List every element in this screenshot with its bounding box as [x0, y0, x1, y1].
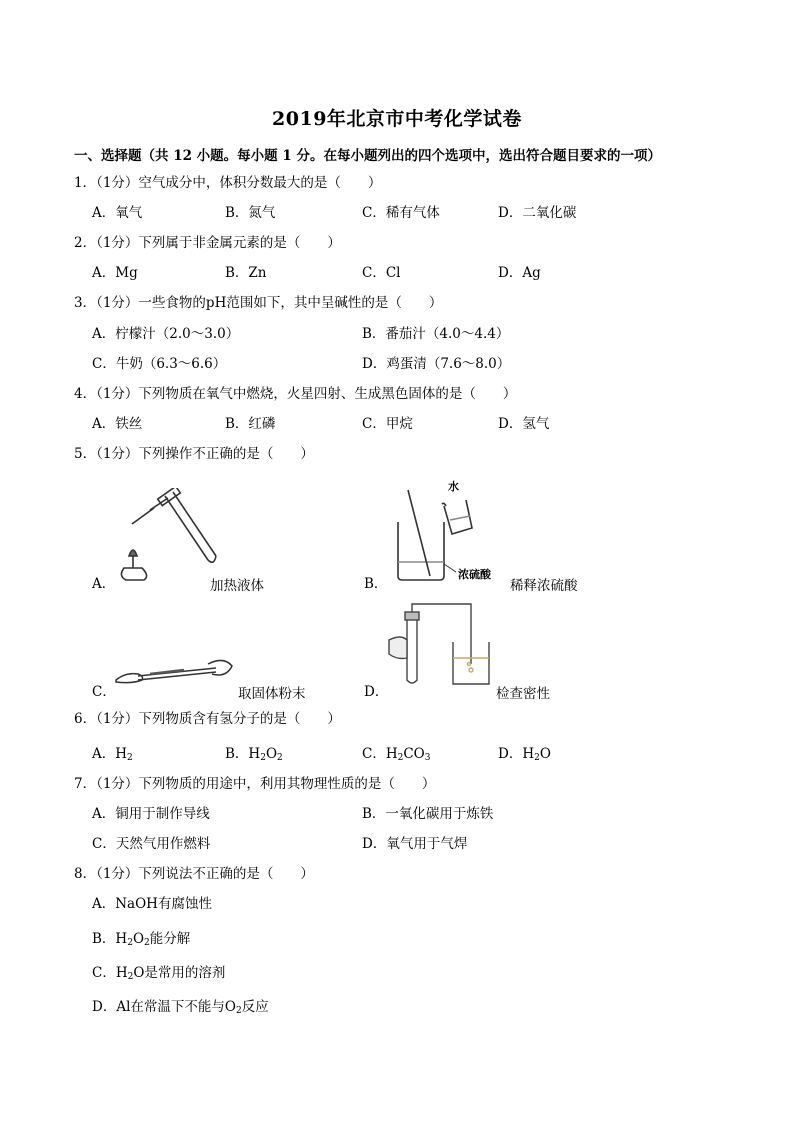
q2-option-d: D．Ag: [498, 265, 541, 281]
heating-liquid-illustration: [110, 488, 220, 583]
page-title: 2019年北京市中考化学试卷: [272, 108, 522, 130]
q5-caption-a: 加热液体: [210, 578, 264, 594]
q4-option-a: A．铁丝: [92, 416, 143, 432]
solid-powder-illustration: [112, 652, 237, 692]
q7-option-c: C．天然气用作燃料: [92, 836, 211, 852]
q2-option-a: A．Mg: [92, 265, 138, 281]
question-8-stem: 8．（1分）下列说法不正确的是（ ）: [74, 866, 314, 882]
water-label: 水: [448, 480, 459, 493]
q2-option-b: B．Zn: [225, 265, 267, 281]
q3-option-a: A．柠檬汁（2.0～3.0）: [92, 326, 240, 342]
question-6-stem: 6．（1分）下列物质含有氢分子的是（ ）: [74, 711, 341, 727]
q7-option-d: D．氧气用于气焊: [362, 836, 468, 852]
q7-option-b: B．一氧化碳用于炼铁: [362, 806, 494, 822]
q5-caption-d: 检查密性: [496, 686, 550, 702]
acid-label: 浓硫酸: [458, 568, 491, 581]
q4-option-b: B．红磷: [225, 416, 276, 432]
q8-option-d: D．Al在常温下不能与$O_2$反应: [92, 999, 269, 1016]
q6-option-a: A．$H_2$: [92, 746, 133, 763]
q3-option-c: C．牛奶（6.3～6.6）: [92, 356, 227, 372]
q1-option-b: B．氮气: [225, 205, 276, 221]
q5-caption-c: 取固体粉末: [238, 686, 306, 702]
q6-option-b: B．$H_2O_2$: [225, 746, 283, 763]
section-heading: 一、选择题（共 12 小题。每小题 1 分。在每小题列出的四个选项中，选出符合题目要求的一项）: [74, 148, 661, 164]
question-1-stem: 1．（1分）空气成分中，体积分数最大的是（ ）: [74, 175, 382, 191]
q1-option-a: A．氧气: [92, 205, 143, 221]
q3-option-b: B．番茄汁（4.0～4.4）: [362, 326, 510, 342]
q5-option-a: A．: [92, 576, 116, 592]
q6-option-d: D．$H_2O$: [498, 746, 551, 763]
q5-caption-b: 稀释浓硫酸: [510, 578, 578, 594]
q5-option-c: C．: [92, 684, 116, 700]
q7-option-a: A．铜用于制作导线: [92, 806, 210, 822]
airtightness-illustration: [385, 600, 495, 688]
q4-option-d: D．氢气: [498, 416, 550, 432]
q8-option-c: C．$H_2O$是常用的溶剂: [92, 965, 226, 982]
question-5-stem: 5．（1分）下列操作不正确的是（ ）: [74, 446, 314, 462]
q5-option-d: D．: [364, 684, 389, 700]
q4-option-c: C．甲烷: [362, 416, 413, 432]
q8-option-b: B．$H_2O_2$能分解: [92, 931, 191, 948]
q1-option-d: D．二氧化碳: [498, 205, 577, 221]
question-3-stem: 3．（1分）一些食物的pH范围如下，其中呈碱性的是（ ）: [74, 295, 443, 311]
q2-option-c: C．Cl: [362, 265, 401, 281]
q5-option-b: B．: [364, 576, 388, 592]
q6-option-c: C．$H_2CO_3$: [362, 746, 431, 763]
question-4-stem: 4．（1分）下列物质在氧气中燃烧，火星四射、生成黑色固体的是（ ）: [74, 386, 517, 402]
q3-option-d: D．鸡蛋清（7.6～8.0）: [362, 356, 511, 372]
q1-option-c: C．稀有气体: [362, 205, 440, 221]
question-2-stem: 2．（1分）下列属于非金属元素的是（ ）: [74, 235, 341, 251]
q8-option-a: A．NaOH有腐蚀性: [92, 896, 212, 912]
question-7-stem: 7．（1分）下列物质的用途中，利用其物理性质的是（ ）: [74, 776, 436, 792]
